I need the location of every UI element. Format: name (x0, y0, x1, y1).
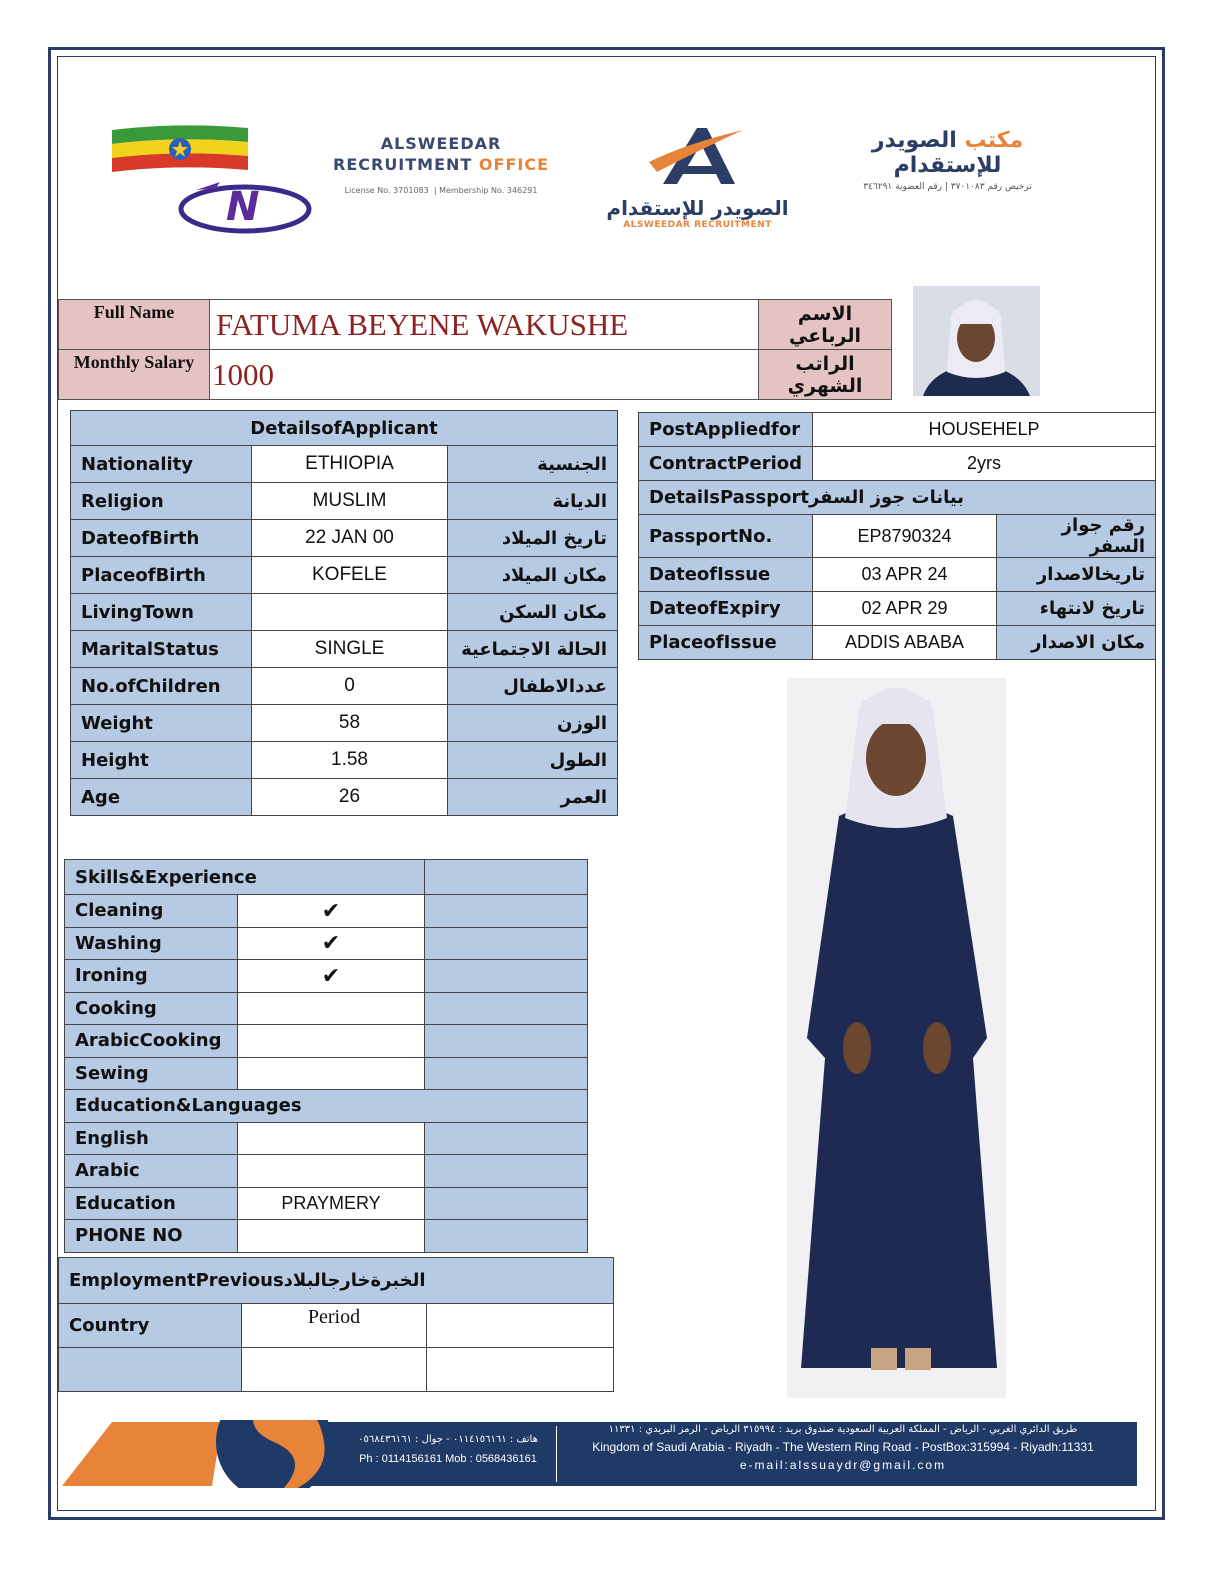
skills-table (64, 859, 588, 1253)
skill-row (65, 895, 588, 928)
passport-label-ar: تاريخ لانتهاء (997, 592, 1156, 626)
detail-label-ar: الجنسية (448, 446, 618, 483)
education-value: PRAYMERY (238, 1187, 425, 1220)
education-label: Arabic (65, 1155, 238, 1188)
detail-label-ar: مكان السكن (448, 594, 618, 631)
detail-label: Weight (71, 705, 252, 742)
employment-title-ar: الخبرةخارجالبلاد (283, 1270, 426, 1291)
detail-label-ar: الطول (448, 742, 618, 779)
salary-value: 1000 (210, 350, 759, 400)
passport-label-ar: رقم جواز السفر (997, 515, 1156, 558)
footer-address-ar: طريق الدائري الغربي - الرياض - المملكة العربية السعودية صندوق بريد : ٣١٥٩٩٤ الرياض - الرمز البريدي : ١١٣٣١ (608, 1424, 1078, 1435)
footer-divider (556, 1426, 557, 1482)
details-row (71, 483, 618, 520)
post-label: PostAppliedfor (639, 413, 813, 447)
passport-header (639, 481, 1156, 515)
education-value (238, 1155, 425, 1188)
salary-label: Monthly Salary (59, 350, 210, 400)
passport-label: DateofExpiry (639, 592, 813, 626)
skill-check (238, 992, 425, 1025)
skill-extra (425, 960, 588, 993)
details-title: DetailsofApplicant (71, 411, 618, 446)
ethiopia-flag-icon (108, 122, 318, 237)
footer-address-en: Kingdom of Saudi Arabia - Riyadh - The Western Ring Road - PostBox:315994 - Riyadh:11331 (592, 1440, 1094, 1454)
a-logo-icon (605, 122, 790, 192)
education-row (65, 1187, 588, 1220)
right-logo (820, 128, 1075, 192)
right-logo-title (820, 128, 1075, 178)
education-row (65, 1122, 588, 1155)
passport-header-en: DetailsPassport (649, 487, 809, 508)
education-extra (425, 1187, 588, 1220)
passport-row (639, 558, 1156, 592)
office-name-office: OFFICE (478, 155, 549, 174)
full-name-value: FATUMA BEYENE WAKUSHE (210, 300, 759, 350)
skill-extra (425, 895, 588, 928)
office-logo-en (326, 134, 556, 197)
footer (62, 1420, 1137, 1488)
detail-label: No.ofChildren (71, 668, 252, 705)
skill-row (65, 1025, 588, 1058)
education-label: PHONE NO (65, 1220, 238, 1253)
skill-row (65, 927, 588, 960)
employment-period-cell (242, 1348, 427, 1392)
office-name-line2 (326, 155, 556, 174)
skill-row (65, 960, 588, 993)
name-table (58, 299, 892, 400)
detail-label-ar: الوزن (448, 705, 618, 742)
detail-label: DateofBirth (71, 520, 252, 557)
details-row (71, 557, 618, 594)
skill-check: ✔ (238, 927, 425, 960)
passport-value: ADDIS ABABA (813, 626, 997, 660)
passport-label: DateofIssue (639, 558, 813, 592)
detail-label-ar: الديانة (448, 483, 618, 520)
detail-label: PlaceofBirth (71, 557, 252, 594)
full-body-photo-icon (787, 678, 1006, 1398)
details-row (71, 520, 618, 557)
full-name-ar: الاسم الرباعي (759, 300, 892, 350)
membership-number: Membership No. 346291 (439, 186, 538, 195)
skill-label: Ironing (65, 960, 238, 993)
center-logo (605, 122, 790, 232)
footer-phone-en: Ph : 0114156161 Mob : 0568436161 (359, 1453, 537, 1465)
skills-title-blank (425, 860, 588, 895)
right-logo-name: الصويدر للإستقدام (871, 128, 1002, 178)
education-value (238, 1220, 425, 1253)
education-label: English (65, 1122, 238, 1155)
detail-value: 0 (252, 668, 448, 705)
skill-row (65, 1057, 588, 1090)
center-logo-en: ALSWEEDAR RECRUITMENT (623, 220, 772, 230)
detail-value: MUSLIM (252, 483, 448, 520)
passport-value: 02 APR 29 (813, 592, 997, 626)
detail-label: LivingTown (71, 594, 252, 631)
skill-extra (425, 1025, 588, 1058)
passport-row (639, 515, 1156, 558)
detail-value: 58 (252, 705, 448, 742)
details-row (71, 668, 618, 705)
contract-value: 2yrs (813, 447, 1156, 481)
skill-check: ✔ (238, 895, 425, 928)
center-logo-ar: الصويدر للإستقدام (606, 196, 789, 220)
skill-extra (425, 992, 588, 1025)
education-label: Education (65, 1187, 238, 1220)
education-value (238, 1122, 425, 1155)
salary-ar: الراتب الشهري (759, 350, 892, 400)
detail-label-ar: العمر (448, 779, 618, 816)
detail-label-ar: مكان الميلاد (448, 557, 618, 594)
details-row (71, 446, 618, 483)
employment-title (59, 1258, 614, 1304)
footer-email[interactable]: e-mail:alssuaydr@gmail.com (739, 1458, 947, 1472)
office-license-line: License No. 3701083 | Membership No. 346291 (344, 186, 538, 195)
employment-table (58, 1257, 614, 1392)
detail-label: Height (71, 742, 252, 779)
passport-header-ar: بيانات جوز السفر (808, 487, 965, 508)
detail-value: ETHIOPIA (252, 446, 448, 483)
license-number: License No. 3701083 (344, 186, 429, 195)
applicant-full-photo (787, 678, 1006, 1398)
detail-label-ar: تاريخ الميلاد (448, 520, 618, 557)
agency-logo (108, 122, 318, 237)
detail-value (252, 594, 448, 631)
detail-value: SINGLE (252, 631, 448, 668)
skill-check (238, 1057, 425, 1090)
details-row (71, 594, 618, 631)
right-logo-sub: ترخيص رقم ٣٧٠١٠٨٣ | رقم العضوية ٣٤٦٢٩١ (863, 182, 1032, 192)
skill-label: Cleaning (65, 895, 238, 928)
passport-label-ar: مكان الاصدار (997, 626, 1156, 660)
detail-label: Religion (71, 483, 252, 520)
detail-label: Nationality (71, 446, 252, 483)
education-title: Education&Languages (65, 1090, 588, 1123)
education-row (65, 1220, 588, 1253)
detail-value: 26 (252, 779, 448, 816)
employment-extra-cell (427, 1348, 614, 1392)
footer-phones (342, 1434, 554, 1465)
passport-table (638, 412, 1156, 660)
skill-check: ✔ (238, 960, 425, 993)
passport-label-ar: تاريخالاصدار (997, 558, 1156, 592)
portrait-photo-icon (913, 286, 1040, 396)
education-row (65, 1155, 588, 1188)
details-row (71, 742, 618, 779)
detail-value: 1.58 (252, 742, 448, 779)
skill-label: Cooking (65, 992, 238, 1025)
agency-logo-letter: N (226, 184, 260, 230)
footer-address (560, 1424, 1126, 1472)
skill-label: Sewing (65, 1057, 238, 1090)
detail-label-ar: عددالاطفال (448, 668, 618, 705)
passport-value: EP8790324 (813, 515, 997, 558)
employment-country-cell (59, 1348, 242, 1392)
post-value: HOUSEHELP (813, 413, 1156, 447)
skill-label: Washing (65, 927, 238, 960)
education-extra (425, 1220, 588, 1253)
details-row (71, 631, 618, 668)
right-logo-office: مكتب (964, 128, 1024, 153)
passport-value: 03 APR 24 (813, 558, 997, 592)
skill-extra (425, 927, 588, 960)
contract-label: ContractPeriod (639, 447, 813, 481)
period-label: Period (242, 1304, 427, 1348)
passport-label: PlaceofIssue (639, 626, 813, 660)
detail-label: MaritalStatus (71, 631, 252, 668)
passport-label: PassportNo. (639, 515, 813, 558)
full-name-label: Full Name (59, 300, 210, 350)
skills-title: Skills&Experience (65, 860, 425, 895)
employment-title-en: EmploymentPrevious (69, 1270, 284, 1291)
detail-label: Age (71, 779, 252, 816)
country-label: Country (59, 1304, 242, 1348)
details-row (71, 705, 618, 742)
skill-row (65, 992, 588, 1025)
office-name-line1: ALSWEEDAR (380, 134, 502, 153)
footer-phone-ar: هاتف : ٠١١٤١٥٦١٦١ - جوال : ٠٥٦٨٤٣٦١٦١ (358, 1434, 538, 1445)
skill-check (238, 1025, 425, 1058)
employment-header-blank (427, 1304, 614, 1348)
details-table (70, 410, 618, 816)
passport-row (639, 592, 1156, 626)
office-name-recruitment: RECRUITMENT (333, 155, 473, 174)
education-extra (425, 1122, 588, 1155)
education-extra (425, 1155, 588, 1188)
detail-label-ar: الحالة الاجتماعية (448, 631, 618, 668)
detail-value: 22 JAN 00 (252, 520, 448, 557)
applicant-portrait (913, 286, 1040, 396)
skill-extra (425, 1057, 588, 1090)
details-row (71, 779, 618, 816)
skill-label: ArabicCooking (65, 1025, 238, 1058)
detail-value: KOFELE (252, 557, 448, 594)
passport-row (639, 626, 1156, 660)
